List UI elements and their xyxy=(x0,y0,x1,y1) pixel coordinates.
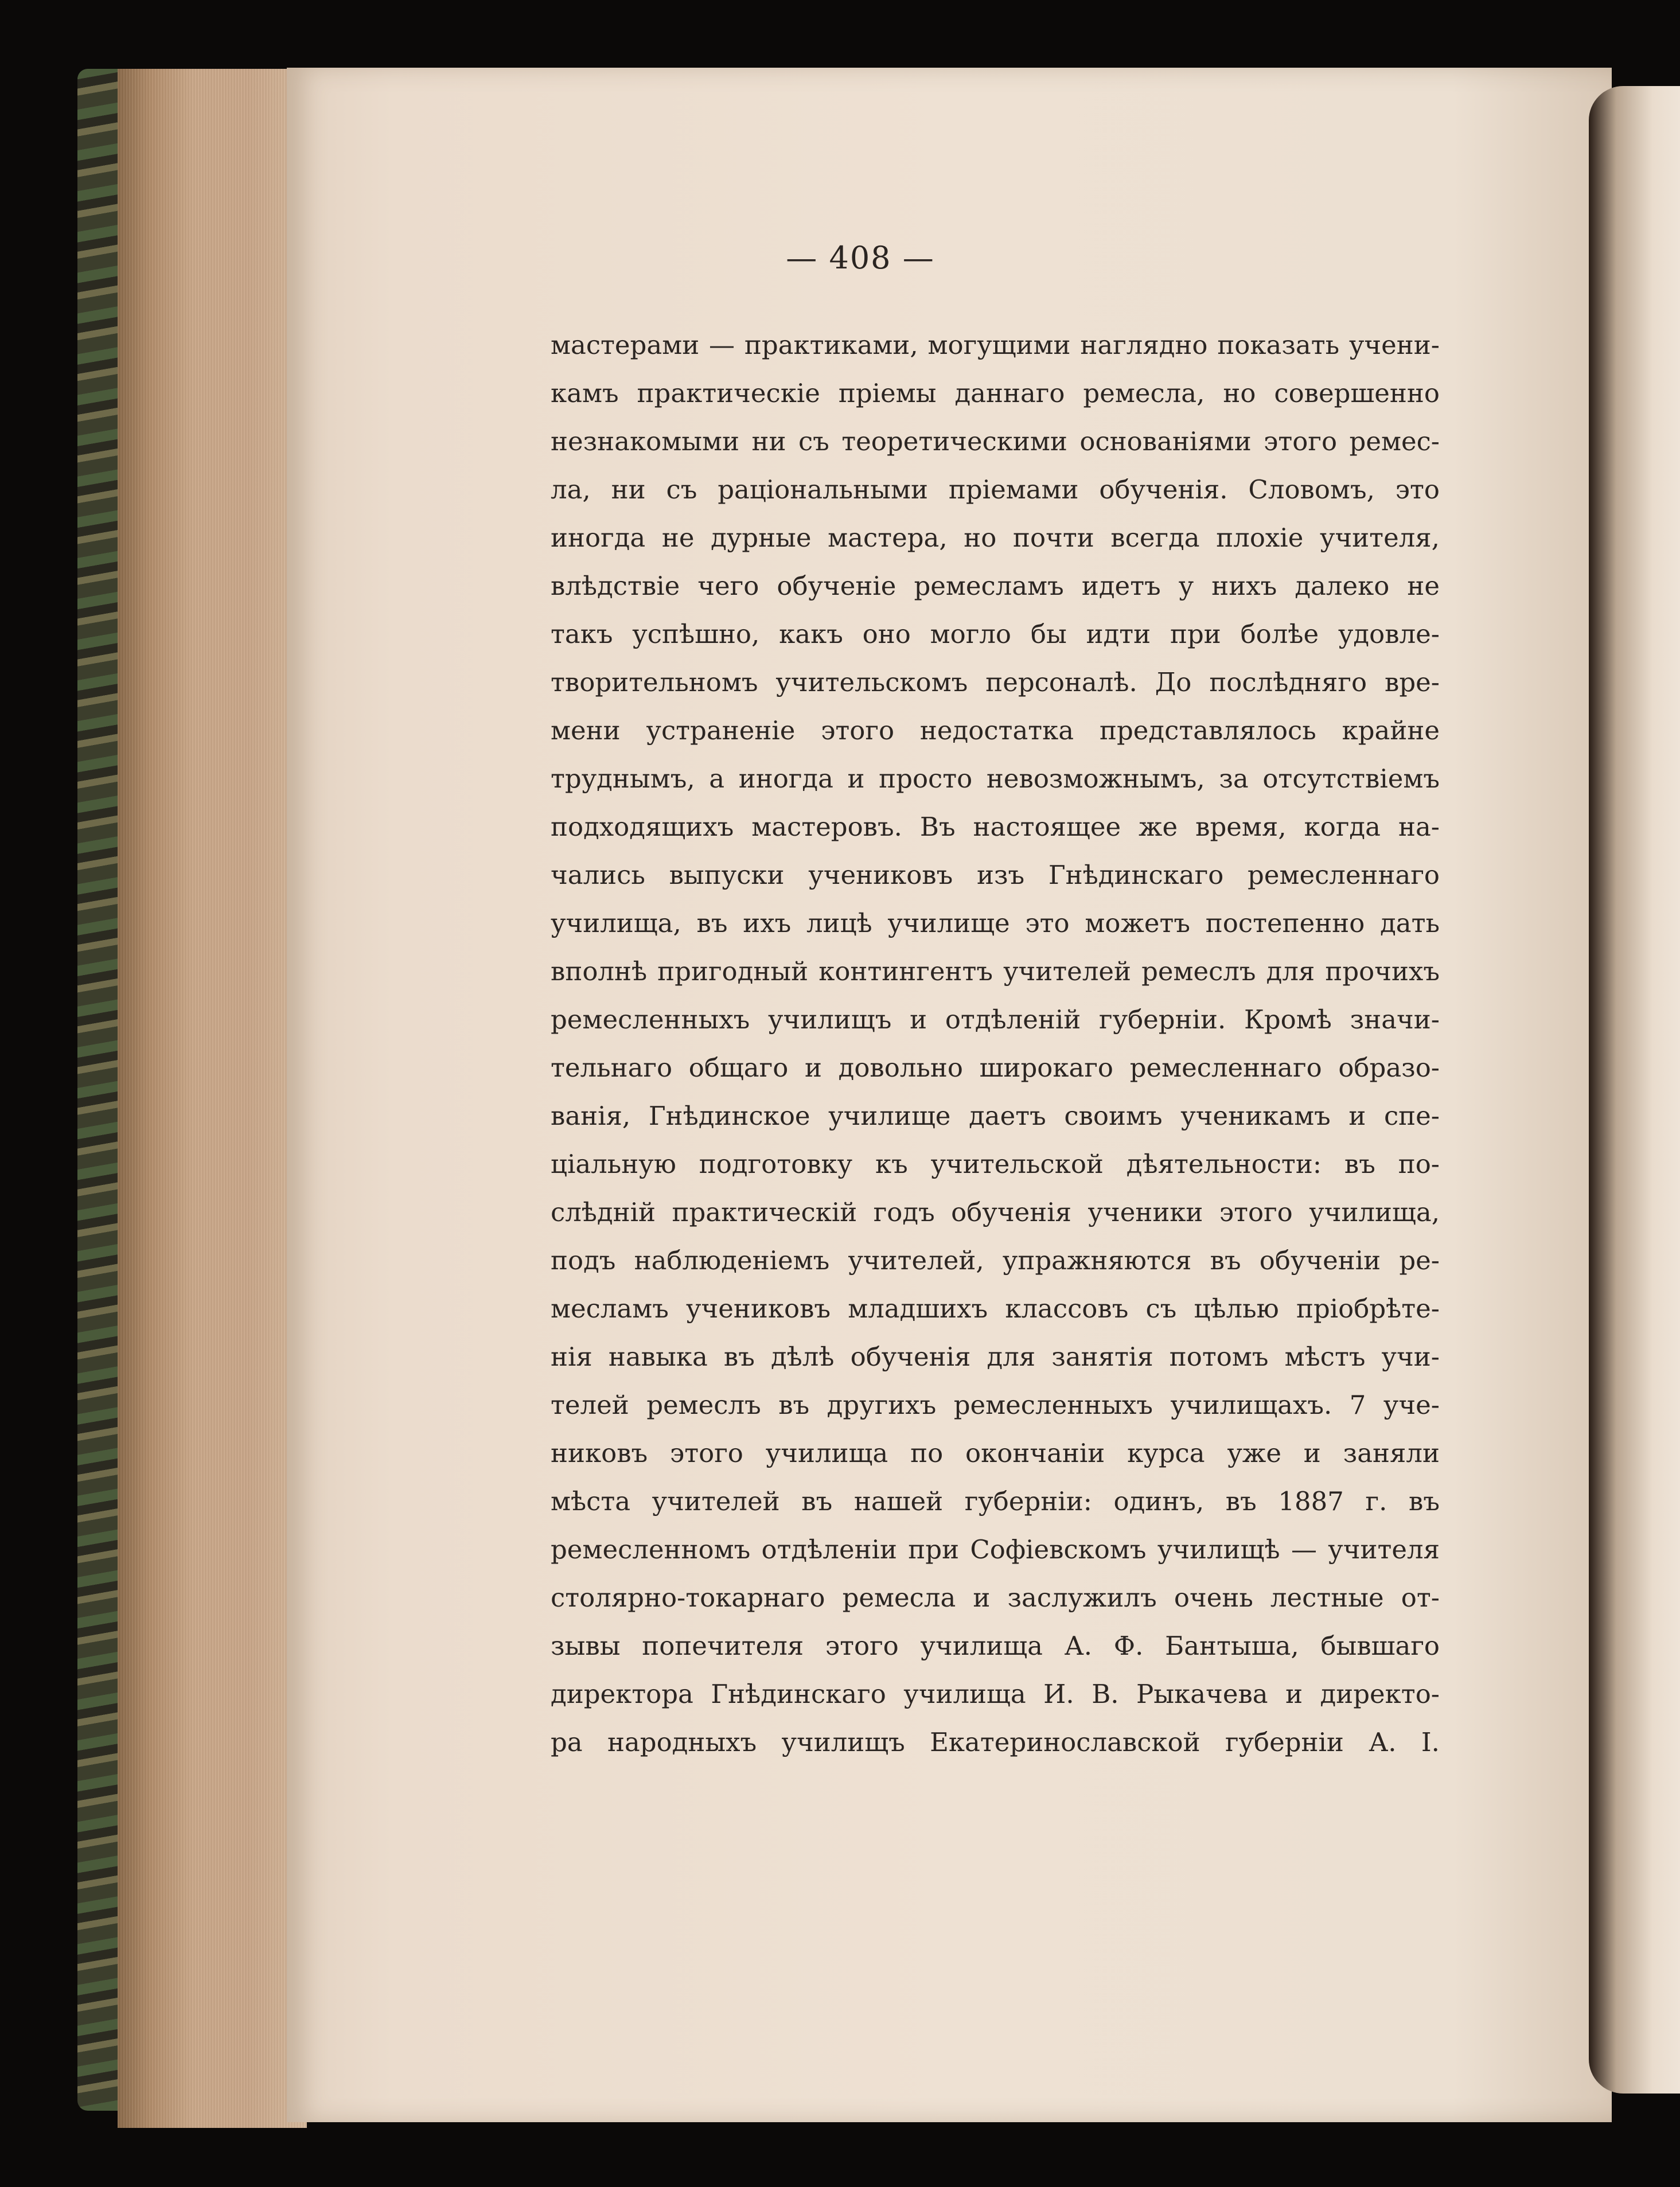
text-line: месламъ учениковъ младшихъ классовъ съ цѣлью пріобрѣте- xyxy=(551,1293,1440,1324)
facing-page-edge xyxy=(1589,86,1680,2094)
text-line: творительномъ учительскомъ персоналѣ. До послѣдняго вре- xyxy=(551,667,1440,697)
text-line: ра народныхъ училищъ Екатеринославской губерніи А. І. xyxy=(551,1727,1440,1757)
text-line: столярно-токарнаго ремесла и заслужилъ очень лестные от- xyxy=(551,1582,1440,1613)
text-line: никовъ этого училища по окончаніи курса уже и заняли xyxy=(551,1438,1440,1468)
text-line: ціальную подготовку къ учительской дѣятельности: въ по- xyxy=(551,1149,1440,1179)
text-line: мастерами — практиками, могущими наглядно показать учени- xyxy=(551,330,1440,360)
page-edges xyxy=(118,69,307,2128)
text-line: директора Гнѣдинскаго училища И. В. Рыкачева и директо- xyxy=(551,1679,1440,1709)
text-line: мени устраненіе этого недостатка представлялось крайне xyxy=(551,715,1440,746)
text-line: такъ успѣшно, какъ оно могло бы идти при болѣе удовле- xyxy=(551,619,1440,649)
text-line: влѣдствіе чего обученіе ремесламъ идетъ у нихъ далеко не xyxy=(551,571,1440,601)
text-line: ванія, Гнѣдинское училище даетъ своимъ ученикамъ и спе- xyxy=(551,1101,1440,1131)
text-line: тельнаго общаго и довольно широкаго ремесленнаго образо- xyxy=(551,1052,1440,1083)
text-line: вполнѣ пригодный контингентъ учителей ремеслъ для прочихъ xyxy=(551,956,1440,987)
text-line: телей ремеслъ въ другихъ ремесленныхъ училищахъ. 7 уче- xyxy=(551,1390,1440,1420)
text-line: подъ наблюденіемъ учителей, упражняются въ обученіи ре- xyxy=(551,1245,1440,1276)
text-line: камъ практическіе пріемы даннаго ремесла, но совершенно xyxy=(551,378,1440,408)
text-line: ремесленныхъ училищъ и отдѣленій губерніи. Кромѣ значи- xyxy=(551,1004,1440,1035)
body-text xyxy=(551,321,1440,1767)
text-line: мѣста учителей въ нашей губерніи: одинъ, въ 1887 г. въ xyxy=(551,1486,1440,1517)
text-line: зывы попечителя этого училища А. Ф. Бантыша, бывшаго xyxy=(551,1631,1440,1661)
text-line: незнакомыми ни съ теоретическими основаніями этого ремес- xyxy=(551,426,1440,457)
text-line: училища, въ ихъ лицѣ училище это можетъ постепенно дать xyxy=(551,908,1440,938)
text-line: нія навыка въ дѣлѣ обученія для занятія потомъ мѣстъ учи- xyxy=(551,1342,1440,1372)
text-line: иногда не дурные мастера, но почти всегда плохіе учителя, xyxy=(551,523,1440,553)
text-line: ремесленномъ отдѣленіи при Софіевскомъ училищѣ — учителя xyxy=(551,1534,1440,1565)
page-number: — 408 — xyxy=(786,240,935,276)
text-line: чались выпуски учениковъ изъ Гнѣдинскаго ремесленнаго xyxy=(551,860,1440,890)
text-line: слѣдній практическій годъ обученія ученики этого училища, xyxy=(551,1197,1440,1227)
text-line: труднымъ, а иногда и просто невозможнымъ, за отсутствіемъ xyxy=(551,763,1440,794)
text-line: подходящихъ мастеровъ. Въ настоящее же время, когда на- xyxy=(551,812,1440,842)
text-line: ла, ни съ раціональными пріемами обученія. Словомъ, это xyxy=(551,474,1440,505)
